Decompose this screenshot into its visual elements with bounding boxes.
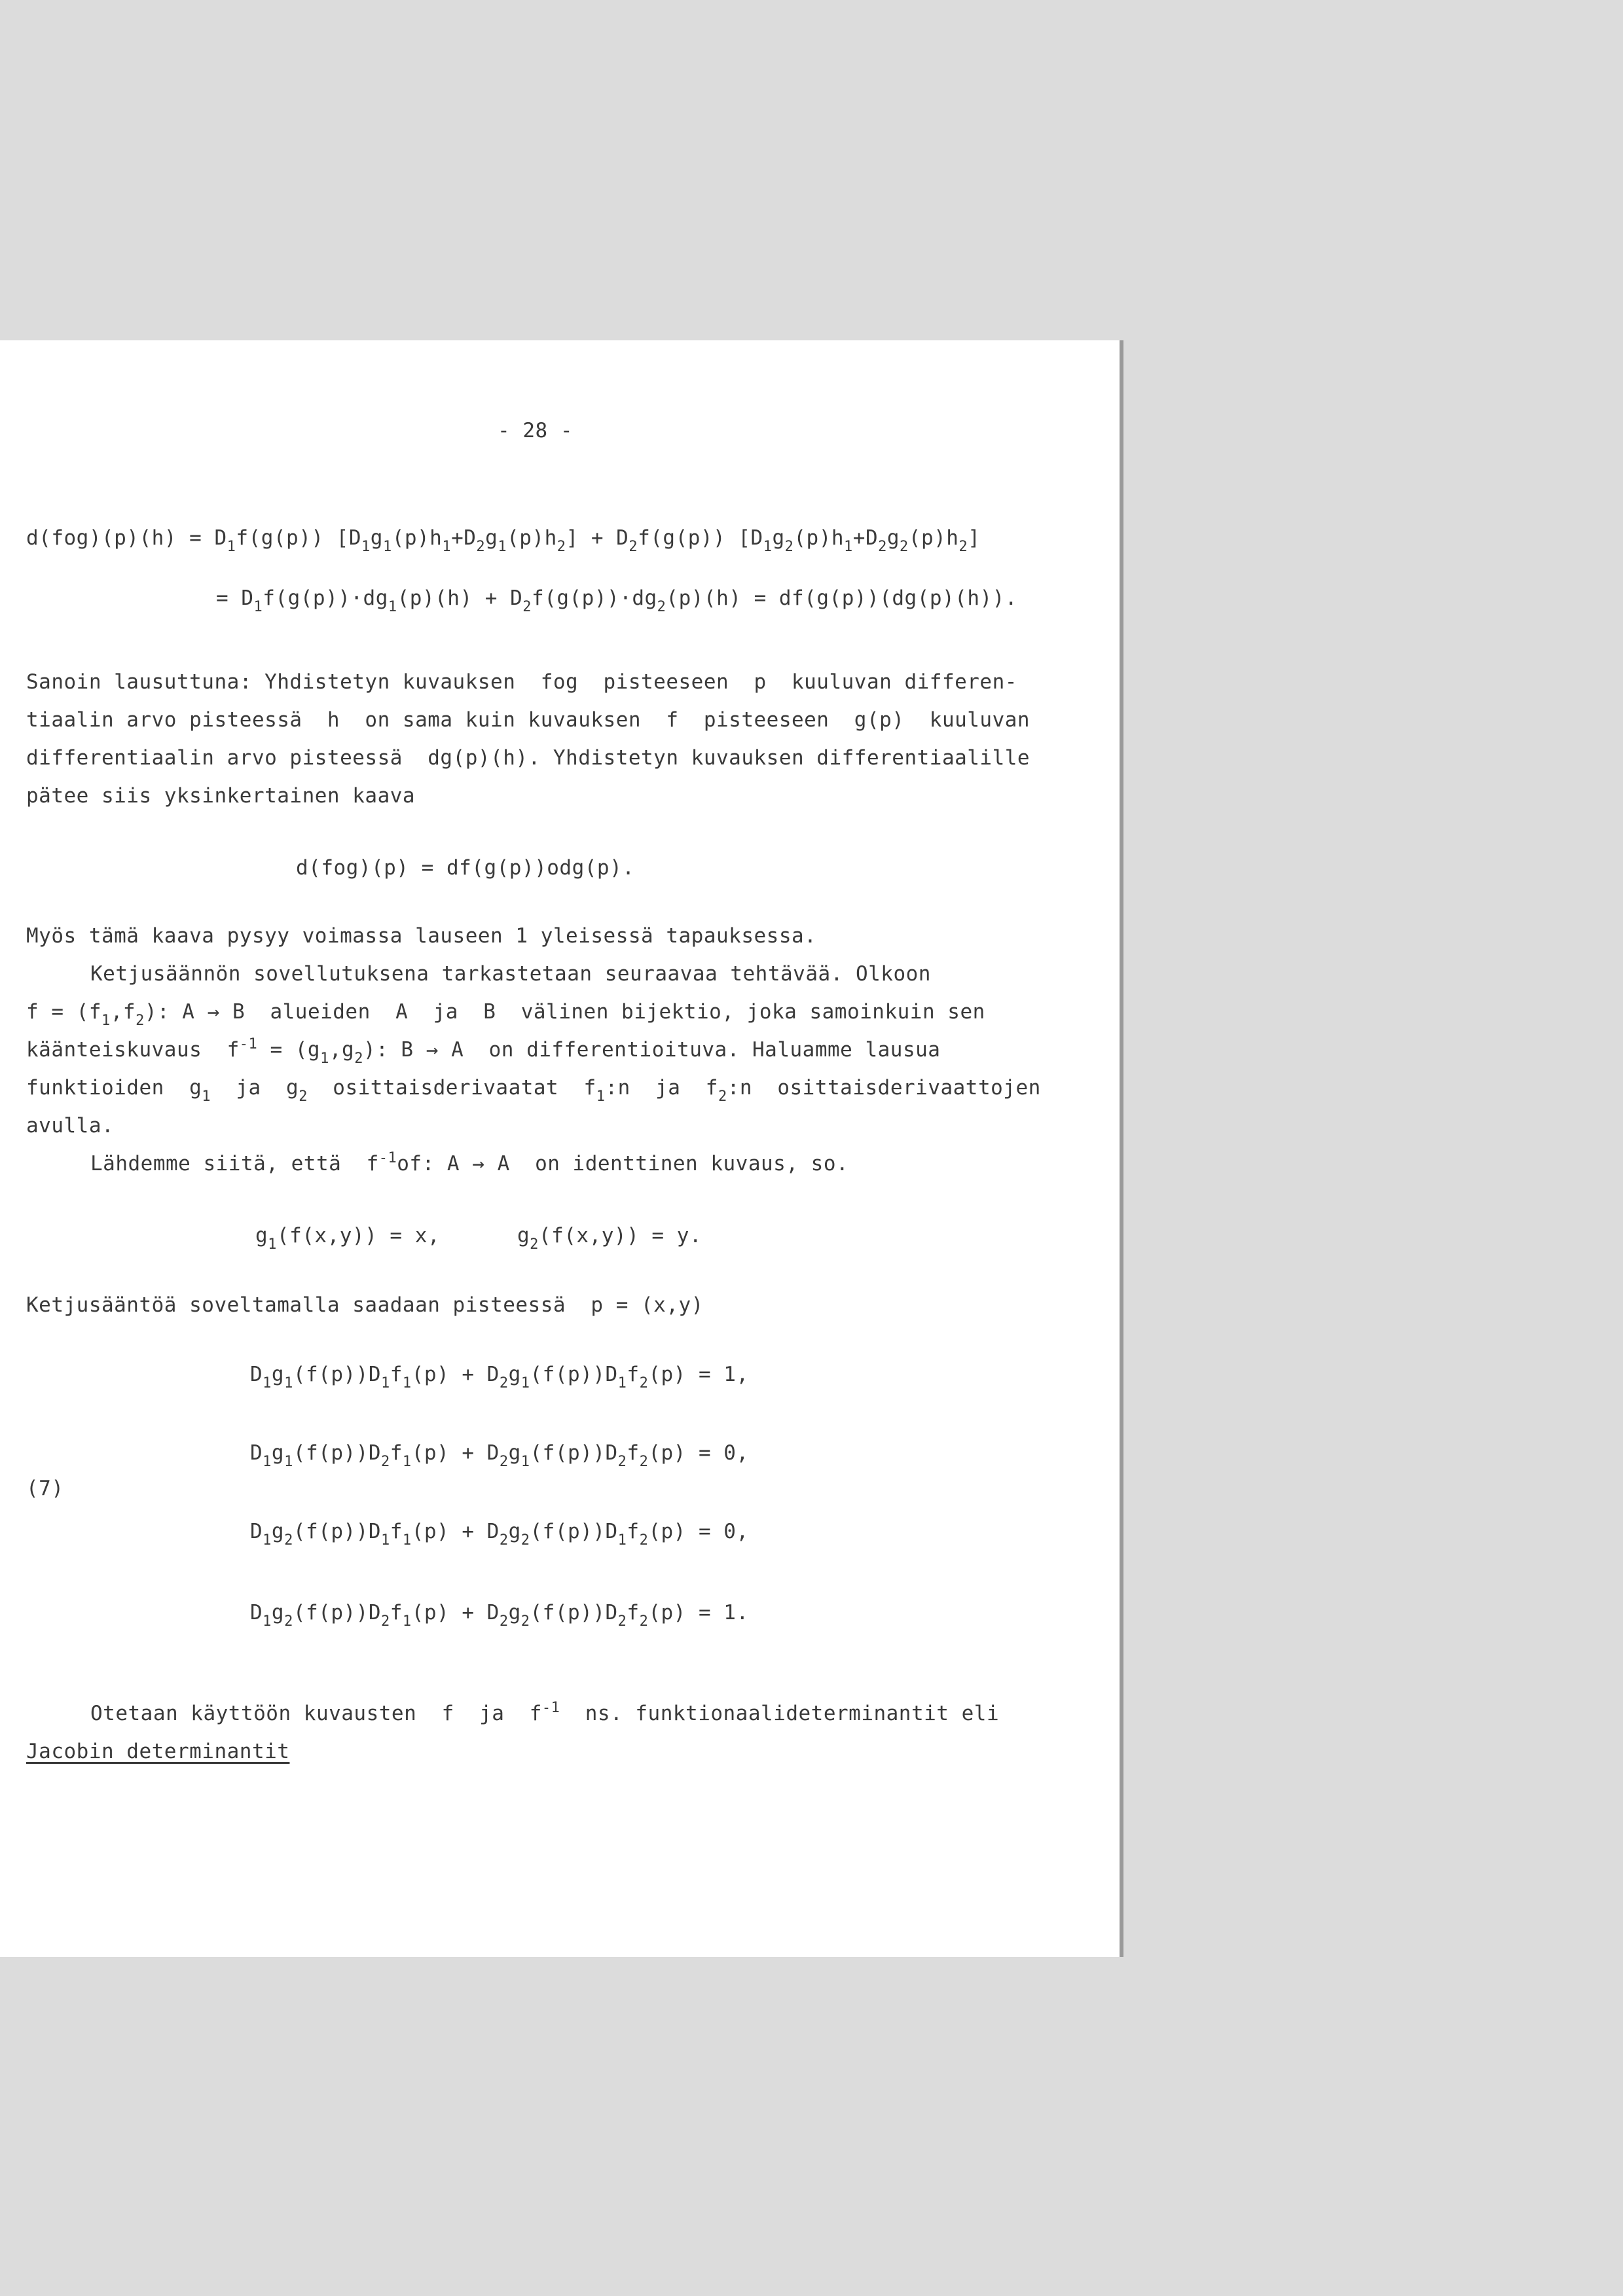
equation-chain-rule-line-1: $d(fog)(p)(h) = D_1f(g(p)) [D_1g_1(p)h_1+D_2g_1(p)h_2] + D_2f(g(p))$ $[D_1g_2(p)h_1+D_2g_2(p)h_2]$ [26, 526, 981, 555]
paragraph-line: Lähdemme siitä, että $f^{-1}of$: A → A on identtinen kuvaus, so. [90, 1150, 849, 1175]
paragraph-line: pätee siis yksinkertainen kaava [26, 784, 416, 808]
equation-composite-differential: d(fog)(p) = df(g(p))odg(p). [296, 856, 635, 880]
paragraph-line: Ketjusäännön sovellutuksena tarkastetaan seuraavaa tehtävää. Olkoon [90, 962, 931, 986]
paragraph-line: Ketjusääntöä soveltamalla saadaan pisteessä p = (x,y) [26, 1293, 704, 1317]
paragraph-line: $f = (f_1,f_2)$: A → B alueiden A ja B välinen bijektio, joka samoinkuin sen [26, 1000, 985, 1029]
equation-label: (7) [26, 1477, 64, 1500]
paragraph-line: käänteiskuvaus $f^{-1} = (g_1,g_2)$: B → A on differentioituva. Haluamme lausua [26, 1036, 941, 1067]
equation-identity-g1: $g_1(f(x,y)) = x$, [255, 1224, 441, 1253]
paragraph-line: tiaalin arvo pisteessä h on sama kuin kuvauksen f pisteeseen g(p) kuuluvan [26, 708, 1030, 732]
underlined-term: Jacobin determinantit [26, 1740, 290, 1763]
equation-system-row: $D_1g_1(f(p))D_1f_1(p) + D_2g_1(f(p))D_1f_2(p) = 1$, [250, 1363, 749, 1391]
paragraph-line: Myös tämä kaava pysyy voimassa lauseen 1 yleisessä tapauksessa. [26, 924, 817, 948]
document-page [0, 340, 1120, 1957]
equation-chain-rule-line-2: = $D_1f(g(p))\cdot dg_1(p)(h) + D_2f(g(p))\cdot dg_2(p)(h) = df(g(p))(dg(p)(h))$. [216, 586, 1018, 615]
equation-identity-g2: $g_2(f(x,y)) = y$. [517, 1224, 702, 1253]
paragraph-line: Otetaan käyttöön kuvausten f ja $f^{-1}$ ns. funktionaalideterminantit eli [90, 1700, 1000, 1725]
equation-system-row: $D_1g_2(f(p))D_1f_1(p) + D_2g_2(f(p))D_1f_2(p) = 0$, [250, 1520, 749, 1549]
paragraph-line: avulla. [26, 1114, 115, 1138]
paragraph-line: Sanoin lausuttuna: Yhdistetyn kuvauksen fog pisteeseen p kuuluvan differen- [26, 670, 1017, 694]
equation-system-row: $D_1g_2(f(p))D_2f_1(p) + D_2g_2(f(p))D_2f_2(p) = 1$. [250, 1601, 749, 1630]
page-number: - 28 - [498, 419, 573, 442]
paragraph-line: funktioiden $g_1$ ja $g_2$ osittaisderivaatat $f_1:n$ ja $f_2:n$ osittaisderivaattojen [26, 1076, 1041, 1105]
equation-system-row: $D_1g_1(f(p))D_2f_1(p) + D_2g_1(f(p))D_2f_2(p) = 0$, [250, 1441, 749, 1470]
paragraph-line: differentiaalin arvo pisteessä dg(p)(h). Yhdistetyn kuvauksen differentiaalille [26, 746, 1030, 770]
